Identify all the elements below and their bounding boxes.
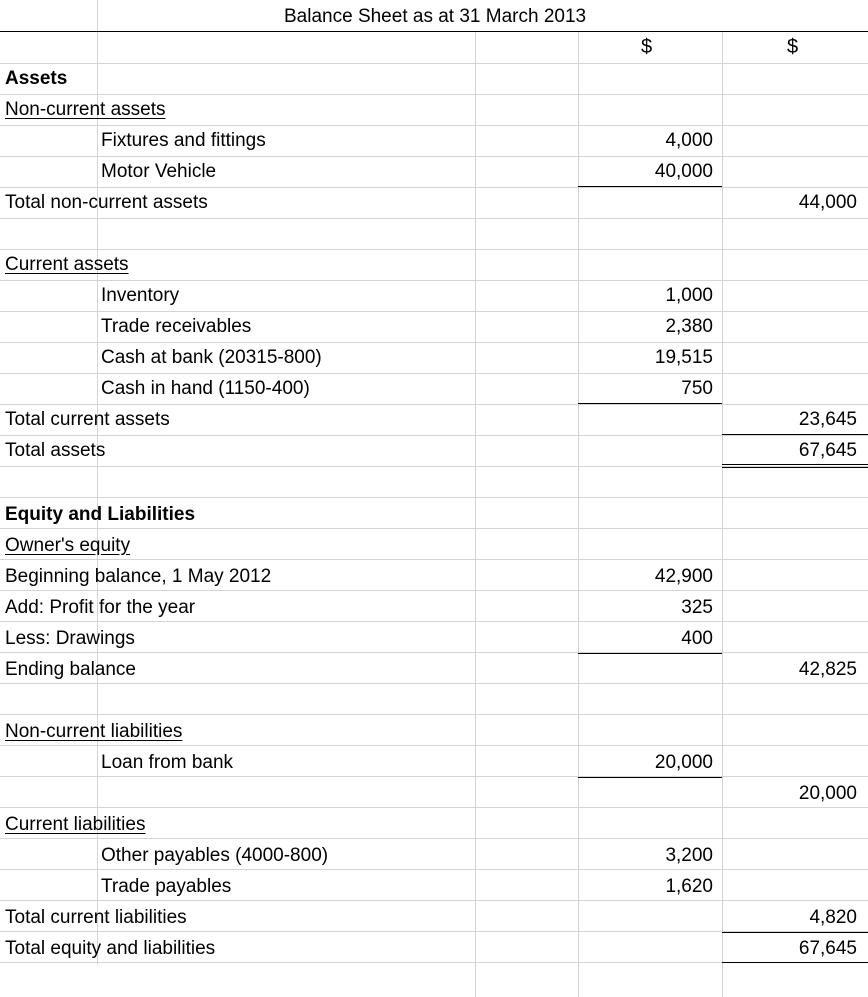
row-total: 67,645 xyxy=(798,440,857,461)
table-row xyxy=(0,716,868,747)
table-row xyxy=(0,311,868,342)
table-row xyxy=(0,373,868,404)
table-row xyxy=(0,623,868,654)
row-total: 4,820 xyxy=(809,907,857,928)
sheet-title: Balance Sheet as at 31 March 2013 xyxy=(284,6,587,27)
row-label: Total equity and liabilities xyxy=(5,938,216,959)
subsection-heading: Current assets xyxy=(5,254,129,275)
row-total: 20,000 xyxy=(798,783,857,804)
table-row xyxy=(0,778,868,809)
subtotal-border xyxy=(578,186,722,187)
row-label: Motor Vehicle xyxy=(101,161,217,182)
row-label: Other payables (4000-800) xyxy=(101,845,329,866)
currency-header-col2: $ xyxy=(787,36,799,58)
row-amount: 1,620 xyxy=(665,876,713,897)
table-row xyxy=(0,63,868,94)
row-amount: 3,200 xyxy=(665,845,713,866)
row-label: Add: Profit for the year xyxy=(5,597,196,618)
row-total: 23,645 xyxy=(798,409,857,430)
row-amount: 20,000 xyxy=(654,752,713,773)
table-row xyxy=(0,156,868,187)
table-row xyxy=(0,871,868,902)
row-amount: 325 xyxy=(681,597,713,618)
subsection-heading: Non-current assets xyxy=(5,99,166,120)
table-row xyxy=(0,840,868,871)
row-label: Cash in hand (1150-400) xyxy=(101,378,310,399)
row-amount: 2,380 xyxy=(665,316,713,337)
table-row xyxy=(0,809,868,840)
row-label: Total non-current assets xyxy=(5,192,208,213)
row-amount: 19,515 xyxy=(654,347,713,368)
table-row xyxy=(0,499,868,530)
double-underline xyxy=(722,962,868,963)
row-label: Ending balance xyxy=(5,659,136,680)
row-label: Beginning balance, 1 May 2012 xyxy=(5,566,272,587)
subtotal-border xyxy=(722,932,868,933)
row-label: Total current liabilities xyxy=(5,907,187,928)
subtotal-border xyxy=(722,434,868,435)
row-total: 67,645 xyxy=(798,938,857,959)
table-row xyxy=(0,342,868,373)
currency-header-col1: $ xyxy=(641,36,653,58)
table-row xyxy=(0,747,868,778)
grid-row-line xyxy=(0,218,868,219)
subtotal-border xyxy=(578,403,722,404)
row-amount: 750 xyxy=(681,378,713,399)
row-amount: 400 xyxy=(681,628,713,649)
subtotal-border xyxy=(578,777,722,778)
section-heading-assets: Assets xyxy=(5,68,68,89)
table-row xyxy=(0,187,868,218)
row-label: Fixtures and fittings xyxy=(101,130,266,151)
section-heading-equity-liabilities: Equity and Liabilities xyxy=(5,504,196,525)
table-row xyxy=(0,280,868,311)
subtotal-border xyxy=(578,653,722,654)
row-label: Cash at bank (20315-800) xyxy=(101,347,322,368)
grid-row-line xyxy=(0,497,868,498)
row-label: Trade receivables xyxy=(101,316,252,337)
table-row xyxy=(0,94,868,125)
row-amount: 42,900 xyxy=(654,566,713,587)
row-label: Less: Drawings xyxy=(5,628,135,649)
table-row xyxy=(0,404,868,435)
currency-header-row xyxy=(0,32,868,63)
table-row xyxy=(0,249,868,280)
double-underline xyxy=(722,464,868,465)
row-total: 42,825 xyxy=(798,659,857,680)
table-row xyxy=(0,125,868,156)
row-amount: 4,000 xyxy=(665,130,713,151)
table-row xyxy=(0,592,868,623)
table-row xyxy=(0,654,868,685)
sheet-title-row xyxy=(0,0,868,31)
row-amount: 40,000 xyxy=(654,161,713,182)
row-label: Trade payables xyxy=(101,876,232,897)
row-label: Inventory xyxy=(101,285,180,306)
table-row xyxy=(0,530,868,561)
row-total: 44,000 xyxy=(798,192,857,213)
subsection-heading: Owner's equity xyxy=(5,535,131,556)
row-label: Loan from bank xyxy=(101,752,234,773)
grid-row-line xyxy=(0,714,868,715)
row-label: Total current assets xyxy=(5,409,170,430)
row-amount: 1,000 xyxy=(665,285,713,306)
subsection-heading: Non-current liabilities xyxy=(5,721,183,742)
table-row xyxy=(0,933,868,964)
double-underline xyxy=(722,467,868,468)
subsection-heading: Current liabilities xyxy=(5,814,146,835)
row-label: Total assets xyxy=(5,440,106,461)
table-row xyxy=(0,435,868,466)
table-row xyxy=(0,561,868,592)
table-row xyxy=(0,902,868,933)
